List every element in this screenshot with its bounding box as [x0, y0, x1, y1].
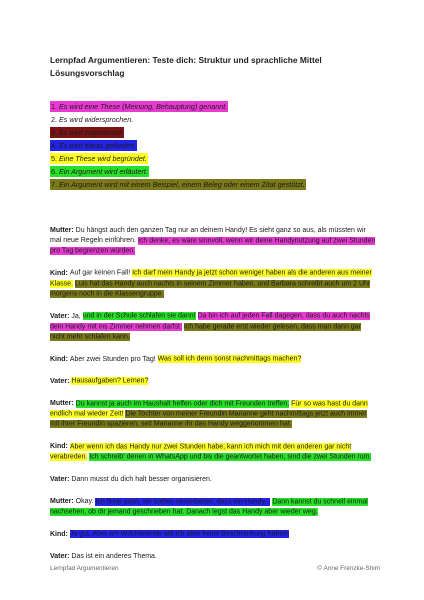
plain-text: Du hängst auch den ganzen Tag nur an deinem Handy! Es sieht ganz so aus, als müssten wir mal neue Regeln einführen. [50, 227, 366, 245]
dialog-turn [50, 475, 376, 485]
legend-item-number: 2. [51, 115, 57, 124]
legend-item-number: 4. [51, 141, 57, 150]
highlighted-phrase: Aber wenn ich das Handy nur zwei Stunden habe, kann ich mich mit den anderen gar nicht verabreden. [50, 443, 352, 461]
legend-item-label: Ein Argument wird erläutert. [57, 167, 148, 176]
title-line-1: Lernpfad Argumentieren: Teste dich: Struktur und sprachliche Mittel [50, 55, 322, 65]
legend-item [50, 126, 380, 139]
dialog-turn [50, 399, 376, 430]
dialog-turn [50, 355, 376, 365]
highlighted-phrase: Die Tochter von meiner Freundin Marianne geht nachmittags jetzt auch immer mit ihrer Freundin spazieren, seit Marianne ihr das Handy weggenommen hat. [50, 410, 367, 428]
legend-item-highlight [50, 140, 137, 151]
document-title [50, 54, 390, 79]
title-line-2: Lösungsvorschlag [50, 67, 125, 78]
dialog-turn [50, 269, 376, 300]
plain-text: Dann musst du dich halt besser organisieren. [71, 475, 212, 483]
speaker-label: Kind: [50, 355, 70, 363]
legend-item-number: 5. [51, 154, 57, 163]
legend-item-label: Es wird zugestimmt. [57, 128, 124, 137]
plain-text: Das ist ein anderes Thema. [71, 552, 157, 560]
legend-item [50, 113, 380, 126]
speaker-label: Vater: [50, 377, 72, 385]
footer-right: © Anne Frenzke-Shim [317, 565, 380, 572]
speaker-label: Mutter: [50, 227, 76, 234]
highlighted-phrase: Ich schreib‘ denen in WhatsApp und bis die geantwortet haben, sind die zwei Stunden rum. [89, 453, 372, 461]
dialog-turn [50, 312, 376, 343]
speaker-label: Mutter: [50, 400, 76, 408]
plain-text: Aber zwei Stunden pro Tag! [69, 355, 158, 363]
plain-text: Ja, [71, 312, 83, 320]
highlighted-phrase: Du kannst ja auch im Haushalt helfen oder dich mit Freunden treffen. [75, 400, 290, 408]
legend-item-label: Es wird widersprochen. [57, 115, 134, 124]
legend-item-label: Es wird etwas gefordert. [57, 141, 137, 150]
legend-item-label: Ein Argument wird mit einem Beispiel, einem Beleg oder einem Zitat gestützt. [57, 180, 305, 189]
highlighted-phrase: Da bin ich auf jeden Fall dagegen, dass du auch nachts dein Handy mit ins Zimmer nehmen darfst. [50, 312, 370, 331]
highlighted-phrase: Ja gut. Aber am Wochenende will ich aber keine Beschränkung haben. [69, 530, 290, 538]
plain-text: Okay. [75, 498, 96, 506]
legend-item-label: Es wird eine These (Meinung, Behauptung) genannt. [57, 102, 228, 111]
speaker-label: Vater: [50, 475, 72, 483]
legend-item [50, 165, 380, 178]
dialog-turn [50, 377, 376, 387]
speaker-label: Kind: [50, 443, 70, 451]
highlighted-phrase: Auf gar keinen Fall! [69, 269, 131, 277]
legend-item-highlight [50, 166, 149, 177]
legend-item-number: 7. [51, 180, 57, 189]
highlighted-phrase: Hausaufgaben? Lernen? [71, 377, 149, 385]
highlighted-phrase: Dann kannst du schnell einmal nachsehen, ob dir jemand geschrieben hat. Danach legst das Handy aber wieder weg. [50, 498, 368, 516]
legend-item-number: 3. [51, 128, 57, 137]
dialog-turn [50, 226, 376, 257]
legend-item [50, 178, 380, 191]
dialog-turn [50, 442, 376, 463]
legend-item-highlight [50, 101, 228, 112]
legend-item-highlight [50, 127, 124, 138]
dialog-turn [50, 530, 376, 540]
speaker-label: Mutter: [50, 498, 76, 506]
highlighted-phrase: Ich finde auch, wir sollten vereinbaren, dass ein Handy... [95, 498, 271, 506]
speaker-label: Kind: [50, 269, 70, 277]
footer-left: Lernpfad Argumentieren [50, 565, 119, 572]
dialog-turn [50, 552, 376, 562]
legend-item-highlight [50, 114, 134, 125]
highlighted-phrase: Ich habe gerade erst wieder gelesen, dass man dann gar nicht mehr schlafen kann. [50, 323, 361, 341]
dialog-turn [50, 497, 376, 518]
speaker-label: Vater: [50, 552, 72, 560]
dialog-text [50, 226, 376, 574]
legend-item-number: 1. [51, 102, 57, 111]
speaker-label: Vater: [50, 312, 72, 320]
highlighted-phrase: Ich darf mein Handy ja jetzt schon weniger haben als die anderen aus meiner Klasse. [50, 269, 372, 288]
legend-item-number: 6. [51, 167, 57, 176]
highlighted-phrase: Was soll ich denn sonst nachmittags machen? [157, 355, 302, 363]
legend-item [50, 100, 380, 113]
highlighted-phrase: Für so was hast du dann endlich mal wieder Zeit! [50, 400, 368, 418]
color-legend [50, 100, 380, 191]
highlighted-phrase: Luis hat das Handy auch nachts in seinem Zimmer haben, und Barbara schreibt auch um 2 Uhr morgens noch in die Klassengruppe. [50, 280, 371, 298]
legend-item-highlight [50, 153, 148, 164]
legend-item [50, 152, 380, 165]
legend-item [50, 139, 380, 152]
legend-item-label: Eine These wird begründet. [57, 154, 147, 163]
speaker-label: Kind: [50, 530, 70, 538]
highlighted-phrase: und in der Schule schlafen sie dann! [82, 312, 196, 320]
legend-item-highlight [50, 179, 306, 190]
highlighted-phrase: Ich denke, es wäre sinnvoll, wenn wir deine Handynutzung auf zwei Stunden pro Tag begrenzen würden. [50, 237, 376, 255]
